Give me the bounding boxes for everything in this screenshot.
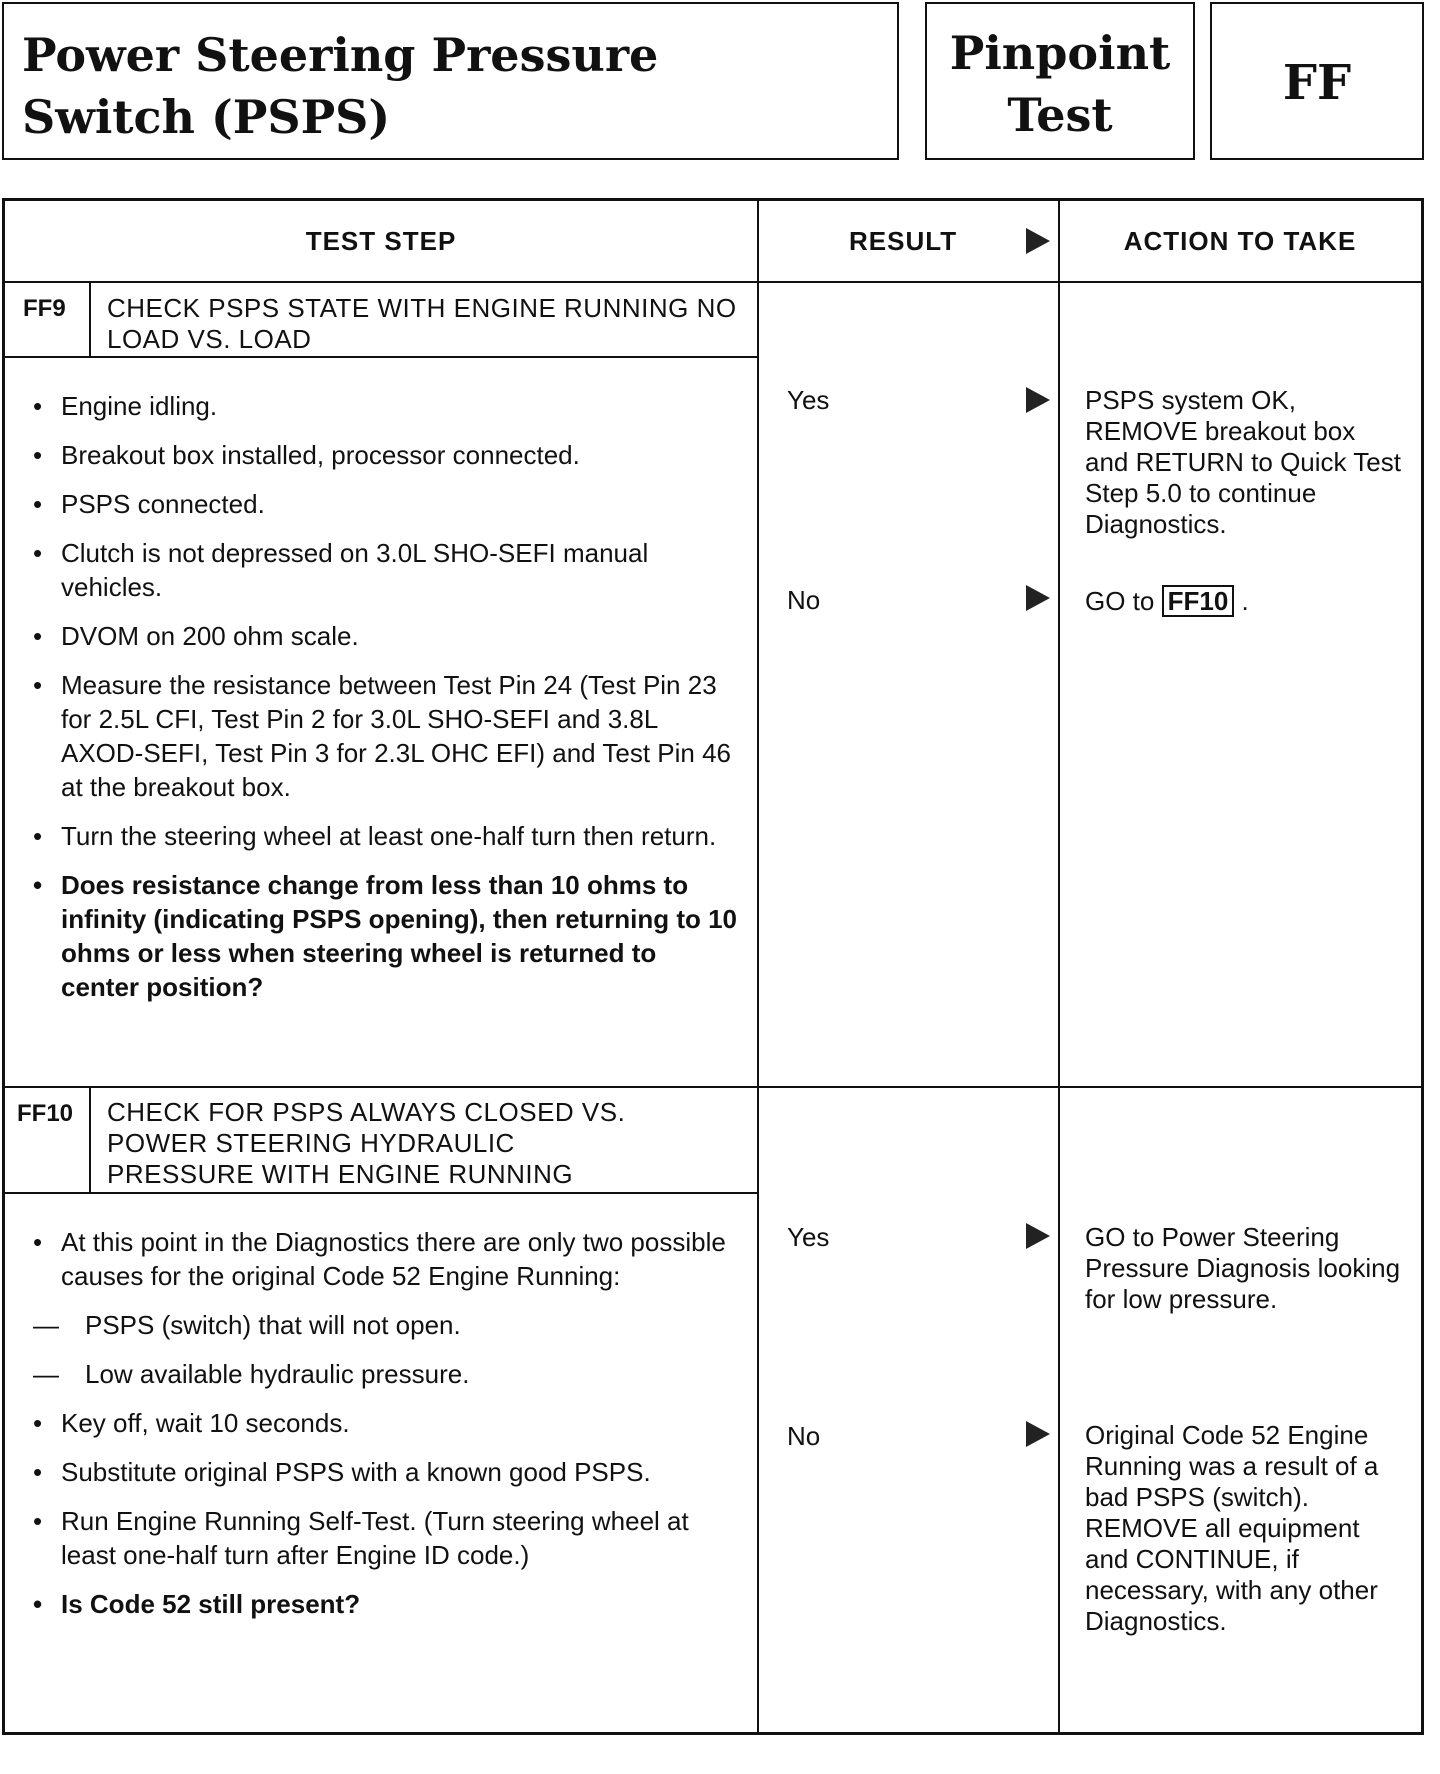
pinpoint-line-2: Test [1007,88,1113,142]
pinpoint-test-label [925,2,1195,160]
column-divider-action [1058,201,1060,1732]
list-item: • At this point in the Diagnostics there are only two possible causes for the original Code 52 Engine Running: [33,1225,738,1293]
ff10-result-no: No [787,1421,821,1451]
ff9-step-title: CHECK PSPS STATE WITH ENGINE RUNNING NO LOAD VS. LOAD [107,293,737,354]
ff10-action-no: Original Code 52 Engine Running was a result of a bad PSPS (switch). REMOVE all equipment and CONTINUE, if necessary, with any other Diagnostics. [1085,1420,1379,1636]
ff9-title-divider [5,356,757,358]
ff10-step-list [33,1225,738,1636]
ff9-step-id: FF9 [23,295,66,322]
ff9-action-no-suffix: . [1241,586,1249,616]
arrow-icon [1026,387,1050,413]
ff9-action-yes: PSPS system OK, REMOVE breakout box and RETURN to Quick Test Step 5.0 to continue Diagnostics. [1085,385,1401,539]
ff10-title-divider [5,1192,757,1194]
ff10-reference[interactable]: FF10 [1162,585,1235,617]
list-item: • PSPS connected. [33,487,738,521]
list-item: • Clutch is not depressed on 3.0L SHO-SEFI manual vehicles. [33,536,738,604]
arrow-icon [1026,1223,1050,1249]
list-item-sub: — PSPS (switch) that will not open. [33,1308,738,1342]
list-item: • DVOM on 200 ohm scale. [33,619,738,653]
list-item-question: • Does resistance change from less than 10 ohms to infinity (indicating PSPS opening), then returning to 10 ohms or less when steering wheel is returned to center position? [33,868,738,1004]
col-header-result: RESULT [849,226,958,256]
test-table [2,198,1424,1735]
ff10-step-title: CHECK FOR PSPS ALWAYS CLOSED VS. POWER STEERING HYDRAULIC PRESSURE WITH ENGINE RUNNING [107,1097,626,1189]
ff9-action-no [1085,585,1405,617]
ff10-result-yes: Yes [787,1222,830,1252]
ff9-action-no-prefix: GO to [1085,586,1155,616]
list-item: • Engine idling. [33,389,738,423]
list-item: • Key off, wait 10 seconds. [33,1406,738,1440]
list-item: • Turn the steering wheel at least one-half turn then return. [33,819,738,853]
col-header-action: ACTION TO TAKE [1123,226,1357,256]
list-item-sub: — Low available hydraulic pressure. [33,1357,738,1391]
ff10-action-yes: GO to Power Steering Pressure Diagnosis looking for low pressure. [1085,1222,1401,1314]
ff10-step-id: FF10 [17,1100,74,1127]
test-code-label: FF [1210,2,1424,160]
pinpoint-line-1: Pinpoint [949,26,1171,80]
page-title [2,2,899,160]
title-line-2: Switch (PSPS) [22,90,391,144]
header-divider [5,281,1421,283]
ff9-id-divider [89,281,91,356]
ff9-result-yes: Yes [787,385,830,415]
ff9-step-list [33,389,738,1019]
list-item: • Run Engine Running Self-Test. (Turn steering wheel at least one-half turn after Engine ID code.) [33,1504,738,1572]
col-header-test-step: TEST STEP [305,226,457,256]
list-item: • Substitute original PSPS with a known good PSPS. [33,1455,738,1489]
column-divider-result [757,201,759,1732]
list-item-question: • Is Code 52 still present? [33,1587,738,1621]
arrow-icon [1026,228,1050,254]
ff10-id-divider [89,1086,91,1192]
ff9-result-no: No [787,585,821,615]
list-item: • Measure the resistance between Test Pin 24 (Test Pin 23 for 2.5L CFI, Test Pin 2 for 3.0L SHO-SEFI and 3.8L AXOD-SEFI, Test Pin 3 for 2.3L OHC EFI) and Test Pin 46 at the breakout box. [33,668,738,804]
title-line-1: Power Steering Pressure [22,28,659,82]
arrow-icon [1026,1421,1050,1447]
arrow-icon [1026,585,1050,611]
list-item: • Breakout box installed, processor connected. [33,438,738,472]
section-divider [5,1086,1421,1088]
